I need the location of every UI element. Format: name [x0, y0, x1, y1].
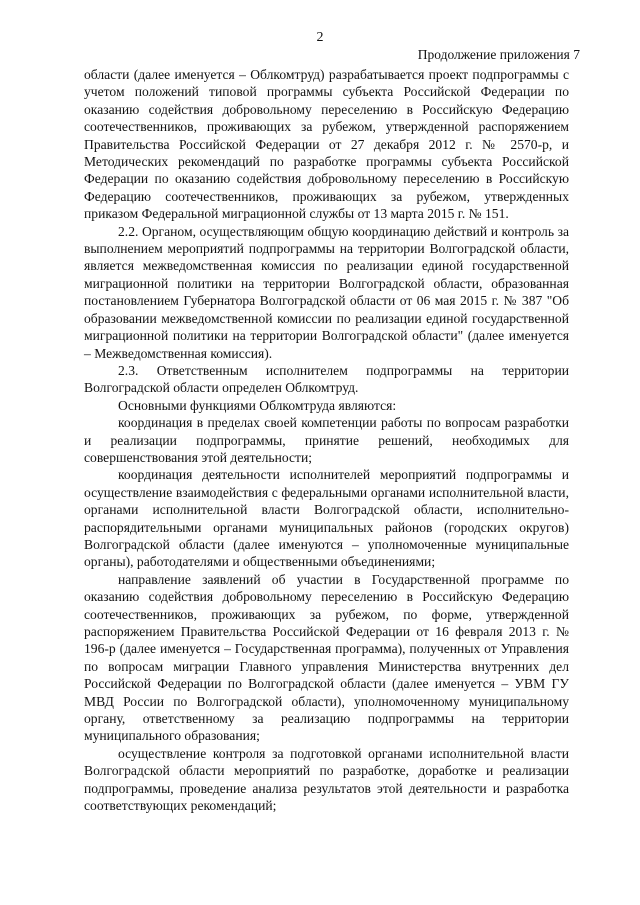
paragraph-function-coordination: координация в пределах своей компетенции работы по вопросам разработки и реализации подпрограммы, принятие решений, необходимых для совершенствования этой деятельности;: [84, 415, 569, 465]
paragraph-function-control: осуществление контроля за подготовкой органами исполнительной власти Волгоградской области мероприятий по разработке, доработке и реализации подпрограммы, проведение анализа результатов этой деятельности и разработка соответствующих рекомендаций;: [84, 745, 569, 814]
paragraph-2-2: 2.2. Органом, осуществляющим общую координацию действий и контроль за выполнением мероприятий подпрограммы на территории Волгоградской области, является межведомственная комиссия по реализации единой государственной миграционной политики на территории Волгоградской области, образованная постановлением Губернатора Волгоградской области от 06 мая 2015 г. № 387 "Об образовании межведомственной комиссии по реализации единой государственной миграционной политики на территории Волгоградской области" (далее именуется – Межведомственная комиссия).: [84, 223, 569, 361]
paragraph-intro: области (далее именуется – Облкомтруд) разрабатывается проект подпрограммы с учетом положений типовой программы субъекта Российской Федерации по оказанию содействия добровольному переселению в Российскую Федерацию соотечественников, проживающих за рубежом, утвержденной распоряжением Правительства Российской Федерации от 27 декабря 2012 г. № 2570-р, и Методических рекомендаций по разработке программы субъекта Российской Федерации по оказанию содействия добровольному переселению в Российскую Федерацию соотечественников, проживающих за рубежом, утвержденных приказом Федеральной миграционной службы от 13 марта 2015 г. № 151.: [84, 67, 569, 222]
paragraph-2-3: 2.3. Ответственным исполнителем подпрограммы на территории Волгоградской области определен Облкомтруд.: [84, 362, 569, 396]
continuation-label: Продолжение приложения 7: [417, 47, 580, 62]
paragraph-functions-heading: Основными функциями Облкомтруда являются:: [118, 397, 397, 413]
document-body: [84, 66, 569, 814]
page-number: 2: [316, 30, 324, 45]
paragraph-function-applications: направление заявлений об участии в Государственной программе по оказанию содействия добровольному переселению в Российскую Федерацию соотечественников, проживающих за рубежом, по форме, утвержденной распоряжением Правительства Российской Федерации от 16 февраля 2013 г. № 196-р (далее именуется – Государственная программа), полученных от Управления по вопросам миграции Главного управления Министерства внутренних дел Российской Федерации по Волгоградской области (далее именуется – УВМ ГУ МВД России по Волгоградской области), уполномоченному муниципальному органу, ответственному за реализацию подпрограммы на территории муниципального образования;: [84, 571, 569, 744]
paragraph-function-interaction: координация деятельности исполнителей мероприятий подпрограммы и осуществление взаимодействия с федеральными органами исполнительной власти, органами исполнительной власти Волгоградской области, исполнительно-распорядительными органами муниципальных районов (городских округов) Волгоградской области (далее именуются – уполномоченные муниципальные органы), работодателями и общественными объединениями;: [84, 467, 569, 570]
